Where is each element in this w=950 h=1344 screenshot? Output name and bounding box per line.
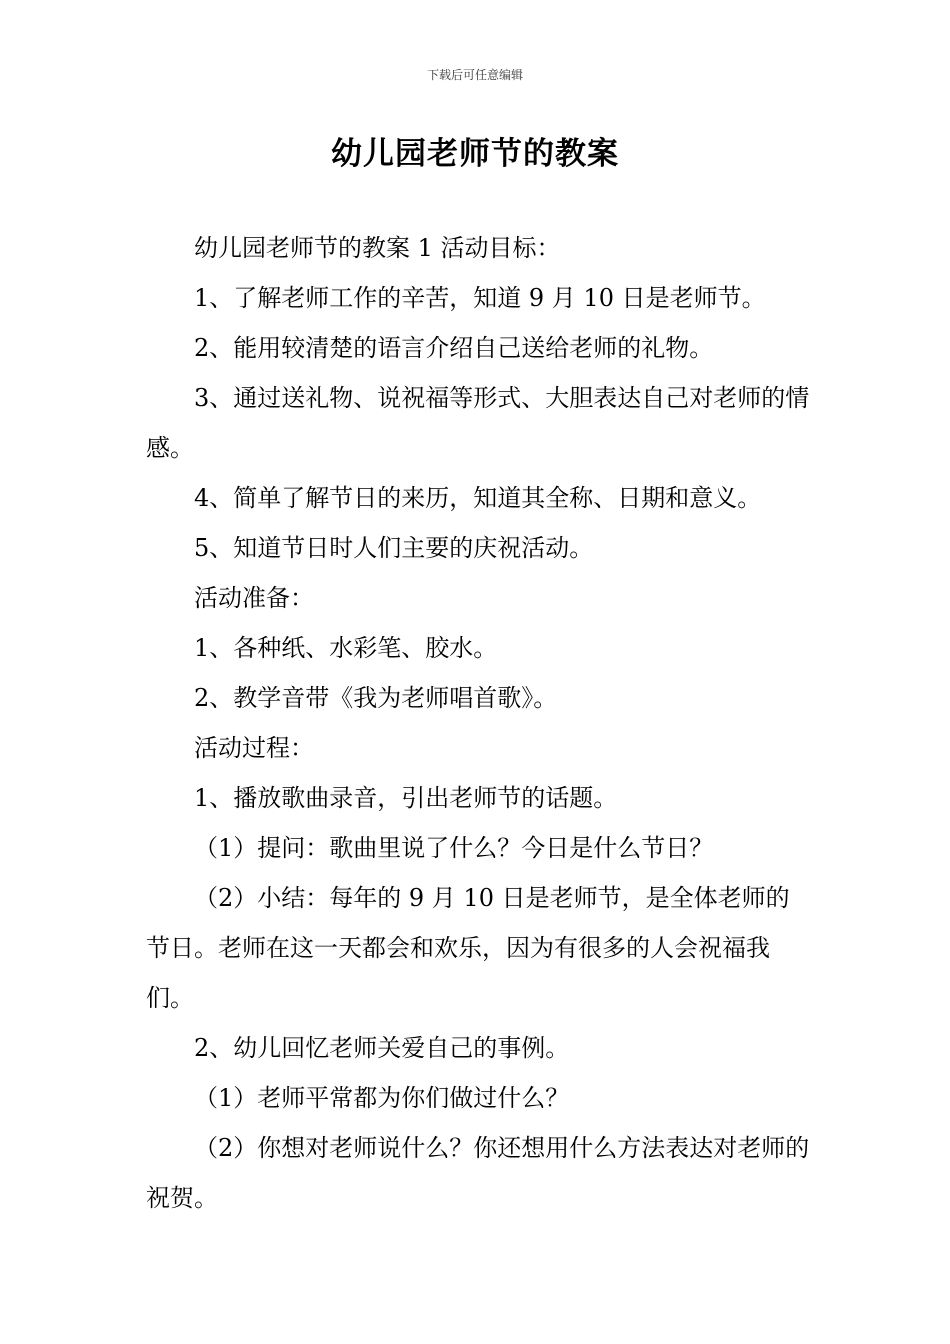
paragraph: 活动过程： bbox=[194, 734, 314, 762]
paragraph: 2、幼儿回忆老师关爱自己的事例。 bbox=[194, 1034, 570, 1062]
header-note: 下载后可任意编辑 bbox=[426, 68, 523, 82]
paragraph: （1）提问：歌曲里说了什么？今日是什么节日？ bbox=[194, 834, 714, 862]
paragraph: （1）老师平常都为你们做过什么？ bbox=[194, 1084, 570, 1112]
paragraph: 3、通过送礼物、说祝福等形式、大胆表达自己对老师的情感。 bbox=[146, 384, 810, 462]
paragraph: 活动准备： bbox=[194, 584, 314, 612]
paragraph: 1、了解老师工作的辛苦，知道 9 月 10 日是老师节。 bbox=[194, 284, 766, 312]
document-body bbox=[146, 223, 811, 1223]
paragraph: 5、知道节日时人们主要的庆祝活动。 bbox=[194, 534, 594, 562]
paragraph: （2）你想对老师说什么？你还想用什么方法表达对老师的祝贺。 bbox=[146, 1134, 810, 1212]
document-title: 幼儿园老师节的教案 bbox=[331, 136, 619, 172]
paragraph: 2、教学音带《我为老师唱首歌》。 bbox=[194, 684, 558, 712]
paragraph: （2）小结：每年的 9 月 10 日是老师节，是全体老师的节日。老师在这一天都会和欢乐，因为有很多的人会祝福我们。 bbox=[146, 884, 790, 1012]
paragraph: 4、简单了解节日的来历，知道其全称、日期和意义。 bbox=[194, 484, 762, 512]
paragraph: 2、能用较清楚的语言介绍自己送给老师的礼物。 bbox=[194, 334, 714, 362]
paragraph: 幼儿园老师节的教案 1 活动目标： bbox=[194, 234, 561, 262]
paragraph: 1、各种纸、水彩笔、胶水。 bbox=[194, 634, 498, 662]
paragraph: 1、播放歌曲录音，引出老师节的话题。 bbox=[194, 784, 618, 812]
